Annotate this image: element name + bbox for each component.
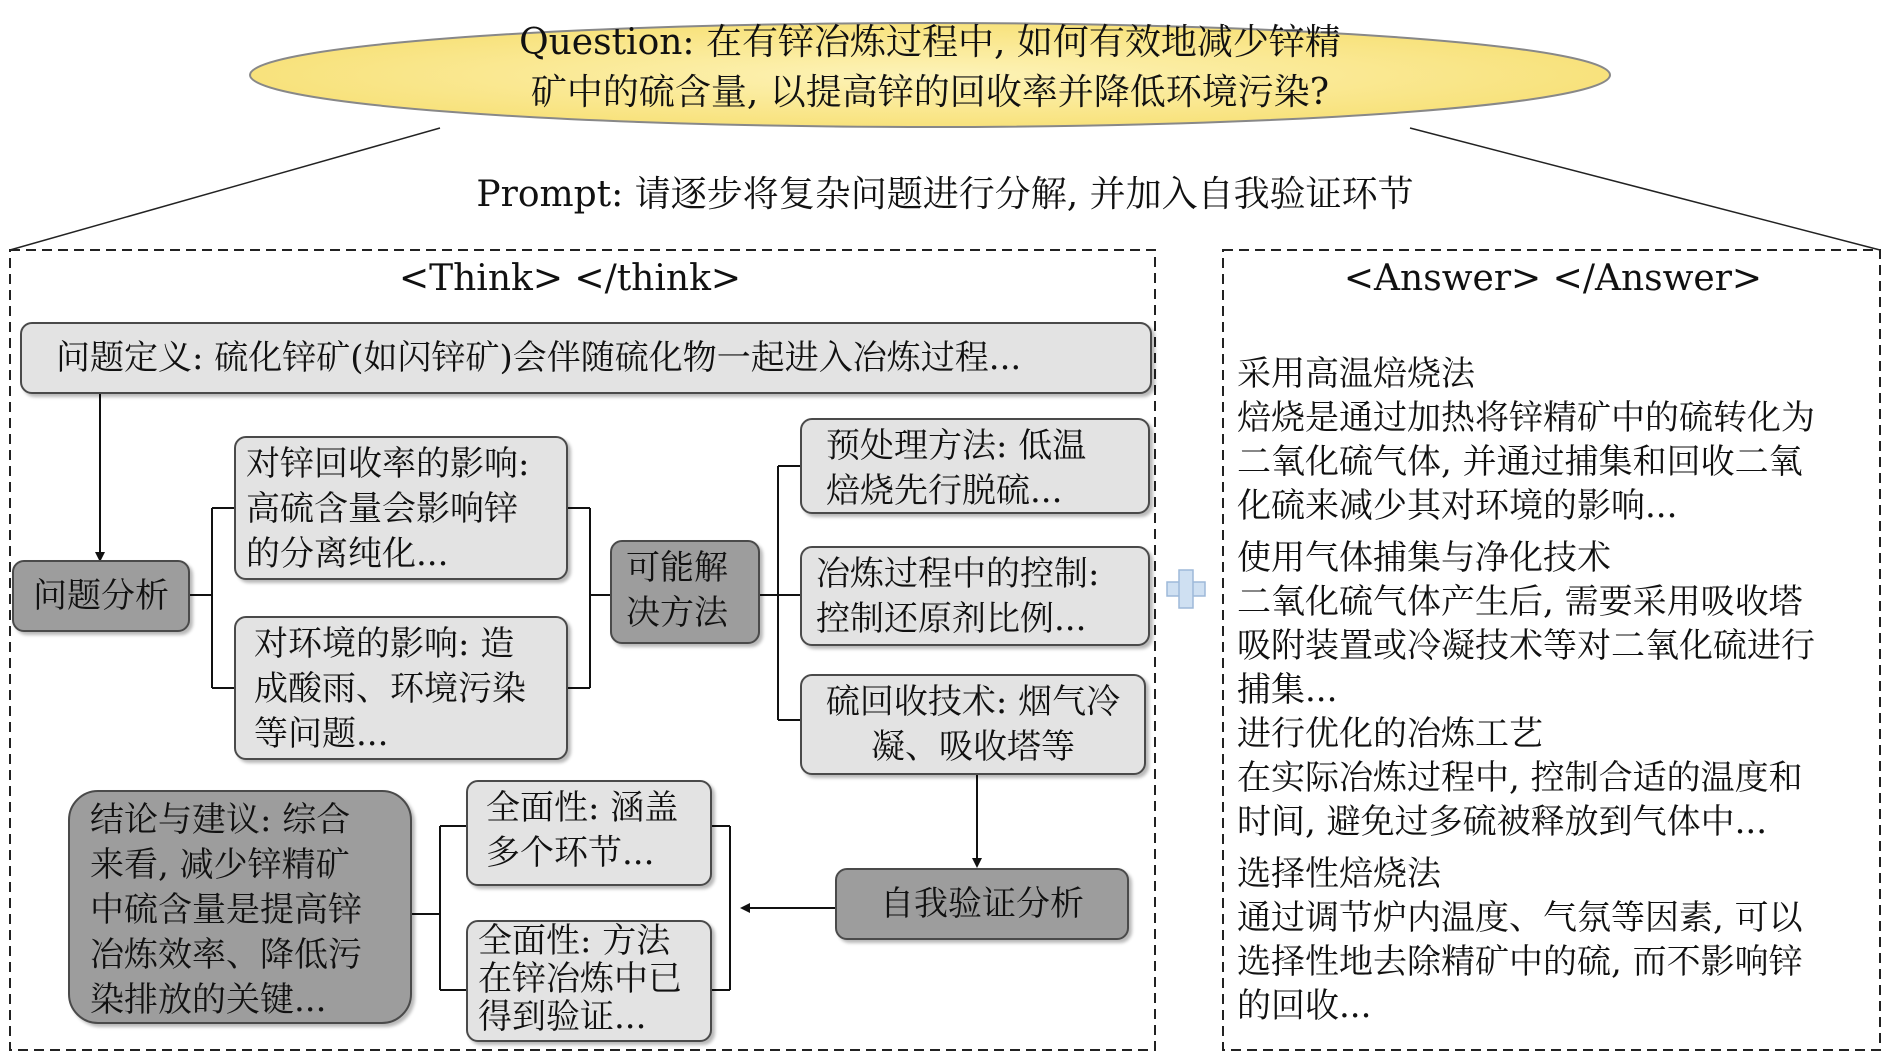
answer-line: 通过调节炉内温度、气氛等因素, 可以 [1237,898,1803,938]
node-line: 焙烧先行脱硫... [826,471,1063,511]
sulfur-recovery-box [800,674,1146,775]
answer-line: 时间, 避免过多硫被释放到气体中... [1237,802,1768,842]
node-line: 多个环节... [486,833,655,873]
question-text [250,18,1610,118]
node-line: 来看, 减少锌精矿 [90,845,350,885]
node-line: 对环境的影响: 造 [254,624,515,664]
node-line: 对锌回收率的影响: [246,444,530,484]
answer-heading: 选择性焙烧法 [1237,854,1441,894]
answer-text [1237,352,1887,1028]
answer-tag: <Answer> </Answer> [1343,258,1763,299]
conclusion-box [68,790,412,1024]
self-verification-box: 自我验证分析 [835,868,1129,940]
answer-line: 在实际冶炼过程中, 控制合适的温度和 [1237,758,1803,798]
answer-line: 吸附装置或冷凝技术等对二氧化硫进行 [1237,626,1815,666]
answer-heading: 进行优化的冶炼工艺 [1237,714,1543,754]
answer-heading: 使用气体捕集与净化技术 [1237,538,1611,578]
comprehensiveness-box-2 [466,920,712,1042]
node-line: 的分离纯化... [246,534,449,574]
node-line: 硫回收技术: 烟气冷 [825,682,1121,722]
node-line: 冶炼过程中的控制: [816,554,1100,594]
answer-line: 焙烧是通过加热将锌精矿中的硫转化为 [1237,398,1815,438]
problem-analysis-box: 问题分析 [12,560,190,632]
answer-line: 二氧化硫气体, 并通过捕集和回收二氧 [1237,442,1803,482]
node-line: 成酸雨、环境污染 [254,669,526,709]
impact-recovery-box [234,436,568,580]
answer-heading: 采用高温焙烧法 [1237,354,1475,394]
comprehensiveness-box-1 [466,780,712,886]
think-tag: <Think> </think> [398,258,742,299]
answer-line: 二氧化硫气体产生后, 需要采用吸收塔 [1237,582,1803,622]
smelting-control-box [800,546,1150,646]
impact-environment-box [234,616,568,760]
answer-line: 捕集... [1237,670,1338,710]
problem-definition-box: 问题定义: 硫化锌矿(如闪锌矿)会伴随硫化物一起进入冶炼过程... [20,322,1152,394]
node-line: 中硫含量是提高锌 [90,890,362,930]
prompt-text: Prompt: 请逐步将复杂问题进行分解, 并加入自我验证环节 [476,174,1414,215]
node-line: 结论与建议: 综合 [90,800,351,840]
node-line: 冶炼效率、降低污 [90,935,362,975]
bracket-impacts [568,508,610,688]
question-line: Question: 在有锌冶炼过程中, 如何有效地减少锌精 [519,22,1341,63]
bracket-comprehensive-left [412,826,466,990]
node-line: 全面性: 方法 [478,921,671,961]
possible-solutions-box [610,540,760,644]
node-line: 决方法 [626,593,728,633]
bracket-solutions [760,466,800,720]
pretreatment-box [800,418,1150,514]
node-line: 全面性: 涵盖 [486,788,679,828]
node-line: 染排放的关键... [90,980,327,1020]
node-line: 可能解 [626,548,728,588]
node-line: 凝、吸收塔等 [871,727,1075,767]
question-line: 矿中的硫含量, 以提高锌的回收率并降低环境污染? [530,72,1330,113]
node-line: 预处理方法: 低温 [826,426,1087,466]
node-line: 在锌冶炼中已 [478,959,682,999]
plus-icon [1167,570,1205,608]
bracket-analysis [190,508,234,688]
node-line: 等问题... [254,714,389,754]
answer-line: 化硫来减少其对环境的影响... [1237,486,1678,526]
node-line: 高硫含量会影响锌 [246,489,518,529]
answer-line: 的回收... [1237,986,1372,1026]
answer-line: 选择性地去除精矿中的硫, 而不影响锌 [1237,942,1803,982]
node-line: 控制还原剂比例... [816,599,1087,639]
node-line: 得到验证... [478,997,647,1037]
bracket-comprehensive-right [712,826,730,990]
